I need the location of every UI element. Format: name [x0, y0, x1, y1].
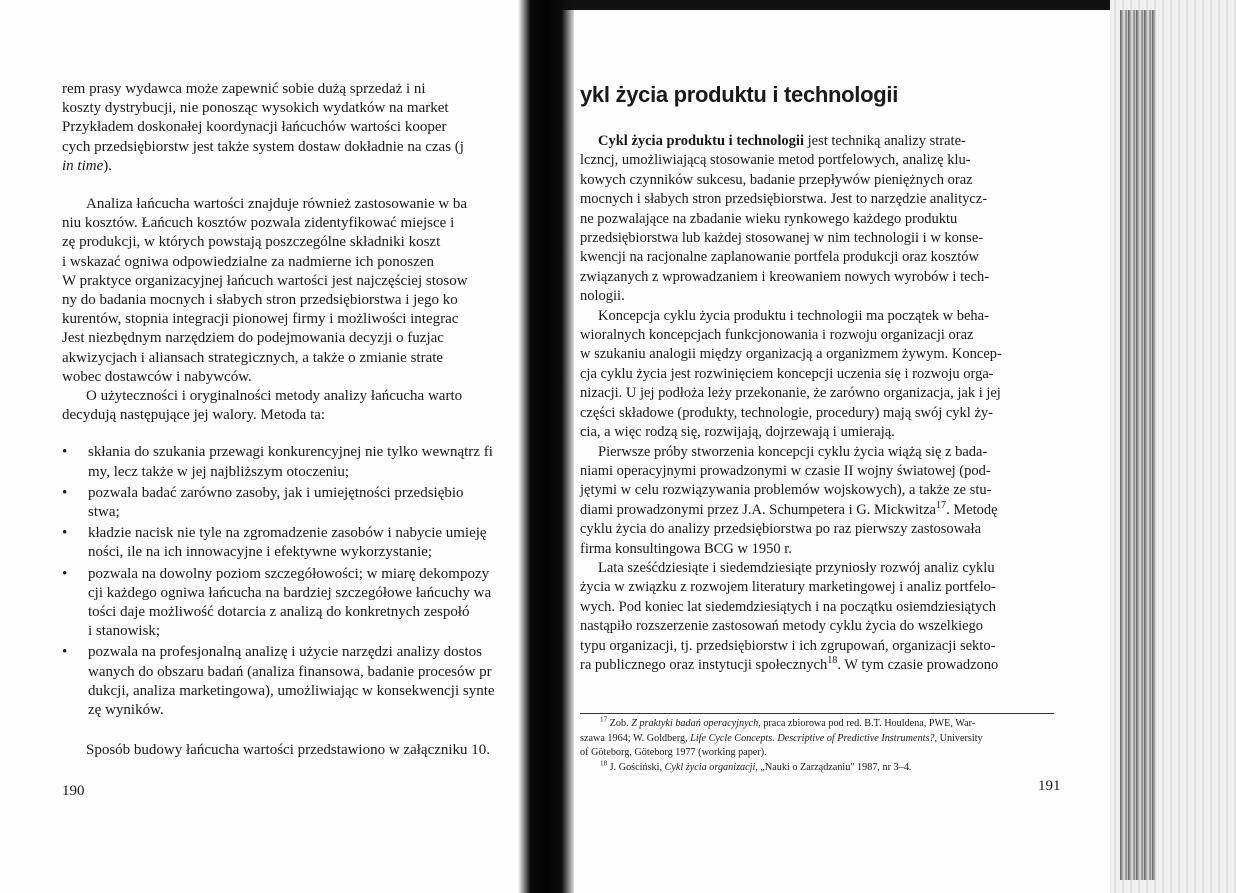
text-fragment: ra publicznego oraz instytucji społecznych — [580, 656, 828, 673]
italic-term: in time — [62, 157, 104, 174]
italic-title: Life Cycle Concepts. Descriptive of Predictive Instruments?, — [690, 732, 938, 744]
text-line: my, lecz także w jej najbliższym otoczeniu; — [88, 463, 350, 480]
text-fragment: „Nauki o Zarządzaniu" 1987, nr 3–4. — [757, 761, 912, 773]
page-number-left: 190 — [62, 783, 85, 799]
text-line: decydują następujące jej walory. Metoda ta: — [62, 407, 326, 424]
paragraph-gap — [62, 722, 532, 741]
text-line: Koncepcja cyklu życia produktu i technologii ma początek w beha- — [598, 307, 989, 324]
text-line: cych przedsiębiorstw jest także system dostaw dokładnie na czas (j — [62, 138, 464, 155]
text-line: cia, a więc rodzą się, rozwijają, dojrzewają i umierają. — [580, 424, 895, 441]
text-line — [580, 656, 1105, 675]
italic-title: Cykl życia organizacji, — [664, 761, 758, 773]
text-line: i wskazać ogniwa odpowiedzialne za nadmierne ich ponoszen — [62, 253, 434, 270]
text-line: tości daje możliwość dotarcia z analizą do konkretnych zespołó — [88, 604, 470, 621]
text-line: wych. Pod koniec lat siedemdziesiątych i na początku osiemdziesiątych — [580, 598, 996, 615]
footnote-17 — [580, 717, 1050, 732]
text-line: w szukaniu analogii między organizacją a organizmem żywym. Koncep- — [580, 346, 1002, 363]
page-stack-edge — [1120, 10, 1156, 880]
list-item — [62, 565, 532, 642]
text-line: Analiza łańcucha wartości znajduje również zastosowanie w ba — [86, 196, 468, 213]
italic-title: Z praktyki badań operacyjnych, — [631, 718, 761, 729]
text-line: cyklu życia do analizy przedsiębiorstwa po raz pierwszy zastosowała — [580, 521, 982, 538]
text-line — [62, 157, 532, 176]
text-line: kwencji na racjonalne zaplanowanie portfela produkcji oraz kosztów — [580, 249, 979, 266]
footnote-18 — [580, 761, 1050, 776]
text-fragment: jest techniką analizy strate- — [803, 133, 966, 149]
bullet-list — [62, 443, 532, 720]
text-fragment: Zob. — [609, 718, 632, 729]
text-line: zę wyników. — [88, 702, 164, 719]
text-line: wioralnych koncepcjach funkcjonowania i rozwoju organizacji oraz — [580, 327, 974, 344]
text-line: wobec dostawców i nabywców. — [62, 368, 252, 385]
text-line: życia w związku z rozwojem literatury marketingowej i analiz portfelo- — [580, 579, 996, 596]
text-fragment: praca zbiorowa pod red. B.T. Houldena, PWE, War- — [760, 718, 976, 729]
paragraph-gap — [62, 176, 532, 195]
text-line: typu organizacji, tj. przedsiębiorstw i ich zgrupowań, organizacji sekto- — [580, 637, 996, 654]
text-line: nastąpiło rozszerzenie zastosowań metody cyklu życia do wszelkiego — [580, 618, 984, 635]
text-line: • pozwala na dowolny poziom szczegółowości; w miarę dekompozy — [88, 565, 490, 582]
text-line: nologii. — [580, 288, 625, 305]
text-line: mocnych i słabych stron przedsiębiorstwa. Jest to narzędzie analitycz- — [580, 191, 988, 208]
text-line: stwa; — [88, 504, 120, 521]
text-line: związanych z wprowadzaniem i kreowaniem nowych wyrobów i tech- — [580, 268, 990, 285]
list-item — [62, 443, 532, 481]
footnote-ref-17[interactable]: 17 — [935, 499, 947, 511]
scan-top-shadow — [560, 0, 1200, 10]
footnote-line — [580, 732, 1050, 747]
footnote-line: of Göteborg, Göteborg 1977 (working paper). — [580, 747, 767, 759]
text-line: W praktyce organizacyjnej łańcuch wartości jest najczęściej stosow — [62, 272, 468, 289]
text-line: O użyteczności i oryginalności metody analizy łańcucha warto — [86, 388, 463, 405]
footnote-mark: 18 — [600, 759, 608, 768]
text-fragment: University — [937, 732, 983, 744]
text-line: kowych czynników sukcesu, badanie przepływów pieniężnych oraz — [580, 171, 973, 188]
list-item — [62, 484, 532, 522]
book-spine-shadow — [518, 0, 574, 893]
text-line: • kładzie nacisk nie tyle na zgromadzenie zasobów i nabycie umieję — [88, 525, 487, 542]
text-line — [580, 501, 1105, 520]
text-fragment: J. Gościński, — [609, 761, 665, 773]
text-line: zę produkcji, w których powstają poszczególne składniki koszt — [62, 234, 441, 251]
text-line: • pozwala na profesjonalną analizę i użycie narzędzi analizy dostos — [88, 644, 482, 661]
left-page — [0, 0, 532, 893]
text-line: jętymi w celu rozwiązywania problemów wojskowych), a także ze stu- — [580, 482, 992, 499]
text-line: koszty dystrybucji, nie ponosząc wysokich wydatków na market — [62, 100, 449, 117]
text-line: części składowe (produkty, technologie, procedury) mają swój cykl ży- — [580, 404, 993, 421]
text-line: ności, ile na ich innowacyjne i efektywne wykorzystanie; — [88, 544, 433, 561]
text-line: Lata sześćdziesiąte i siedemdziesiąte przyniosły rozwój analiz cyklu — [598, 559, 995, 576]
page-number-right: 191 — [1038, 778, 1061, 794]
right-page-body — [580, 132, 1105, 675]
text-line: dukcji, analiza marketingowa), umożliwiając w konsekwencji synte — [88, 682, 495, 699]
text-fragment: diami prowadzonymi przez J.A. Schumpetera i G. Mickwitza — [580, 501, 936, 518]
text-line: lczncj, umożliwiającą stosowanie metod portfelowych, analizę klu- — [580, 152, 971, 169]
text-fragment: . W tym czasie prowadzono — [837, 656, 999, 673]
text-line: przedsiębiorstwa lub każdej stosowanej w nim technologii i w konse- — [580, 230, 984, 247]
text-line: kurentów, stopnia integracji pionowej firmy i możliwości integrac — [62, 311, 459, 328]
text-line: niami operacyjnymi prowadzonymi w czasie II wojny światowej (pod- — [580, 462, 991, 479]
text-line: Jest niezbędnym narzędziem do podejmowania decyzji o fuzjac — [62, 330, 444, 347]
right-page — [574, 10, 1110, 893]
text-fragment: szawa 1964; W. Goldberg, — [580, 732, 691, 744]
text-line: cji każdego ogniwa łańcucha na bardziej szczegółowe łańcuchy wa — [88, 584, 492, 601]
text-line: akwizycjach i aliansach strategicznych, a także o zmianie strate — [62, 349, 444, 366]
text-line: • pozwala badać zarówno zasoby, jak i umiejętności przedsiębio — [88, 484, 464, 501]
text-line: niu kosztów. Łańcuch kosztów pozwala zidentyfikować miejsce i — [62, 215, 455, 232]
text-line — [580, 132, 1105, 151]
text-line: i stanowisk; — [88, 623, 161, 640]
lead-term: Cykl życia produktu i technologii — [598, 133, 804, 149]
text-line: ny do badania mocnych i słabych stron przedsiębiorstwa i jego ko — [62, 292, 458, 309]
footnote-divider — [580, 713, 1054, 714]
text-fragment: . Metodę — [946, 501, 998, 518]
footnote-mark: 17 — [600, 715, 608, 724]
text-line: Przykładem doskonałej koordynacji łańcuchów wartości kooper — [62, 119, 447, 136]
closing-line: Sposób budowy łańcucha wartości przedstawiono w załączniku 10. — [86, 742, 491, 759]
text-line: • skłania do szukania przewagi konkurencyjnej nie tylko wewnątrz fi — [88, 444, 493, 461]
text-line: Pierwsze próby stworzenia koncepcji cyklu życia wiążą się z bada- — [598, 443, 988, 460]
text-line: cja cyklu życia jest rozwinięciem koncepcji uczenia się i rozwoju orga- — [580, 365, 994, 382]
text-line: firma konsultingowa BCG w 1950 r. — [580, 540, 792, 557]
text-fragment: ). — [103, 157, 112, 174]
list-item — [62, 643, 532, 720]
list-item — [62, 524, 532, 562]
text-line: ne pozwalające na zbadanie wieku rynkowego każdego produktu — [580, 210, 958, 227]
footnotes — [580, 717, 1050, 775]
text-line: rem prasy wydawca może zapewnić sobie dużą sprzedaż i ni — [62, 81, 426, 97]
text-line: nizacji. U jej podłoża leży przekonanie, że zarówno organizacja, jak i jej — [580, 385, 1001, 402]
left-page-body — [62, 80, 532, 761]
chapter-title: ykl życia produktu i technologii — [580, 82, 899, 107]
footnote-ref-18[interactable]: 18 — [827, 655, 838, 667]
text-line: wanych do obszaru badań (analiza finansowa, badanie procesów pr — [88, 663, 492, 680]
